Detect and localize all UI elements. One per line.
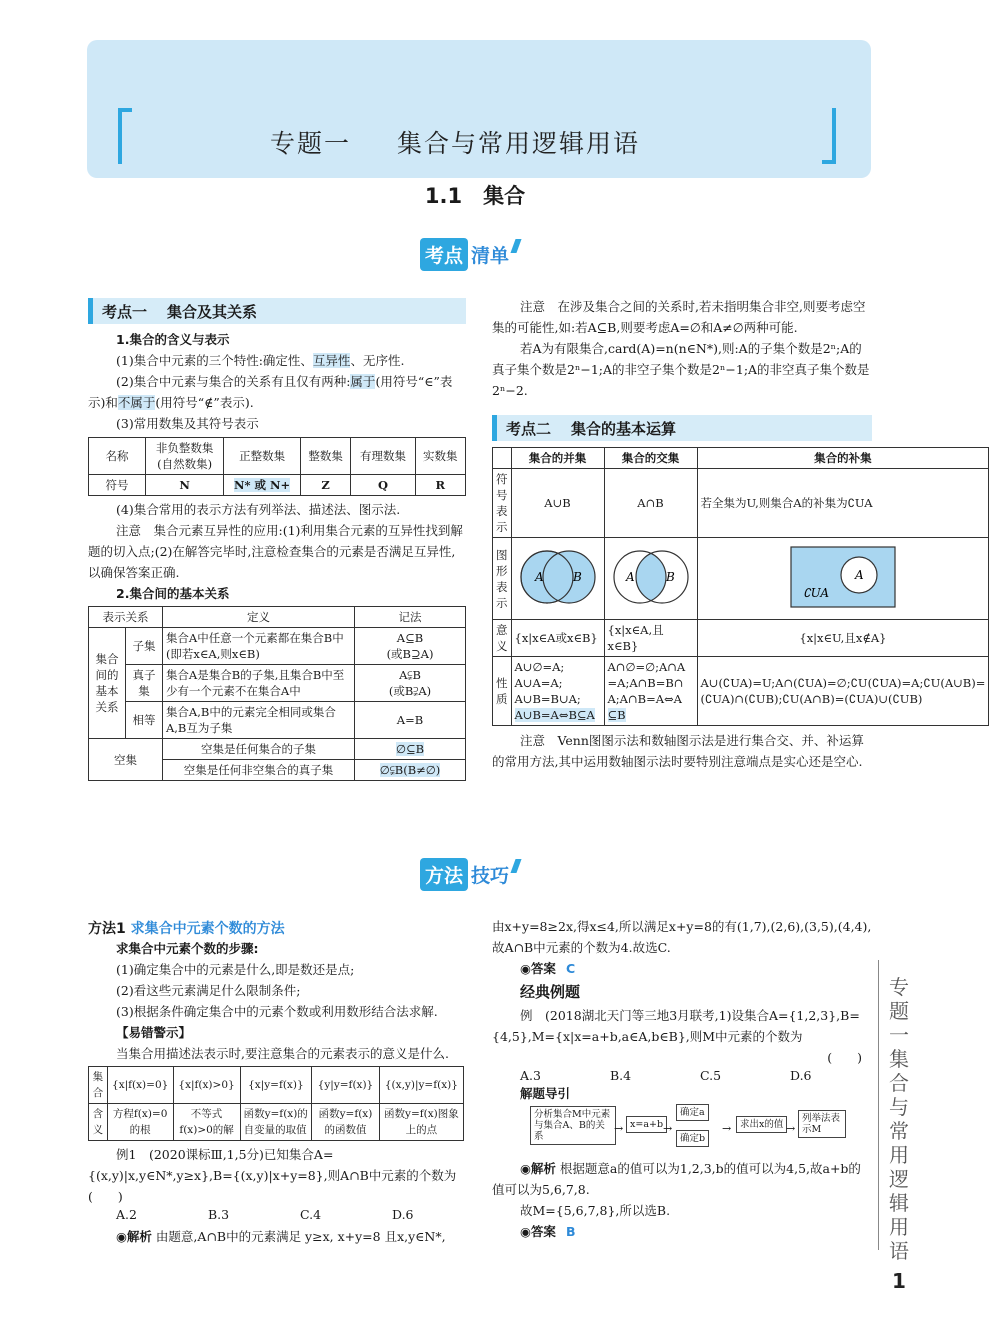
flow-box-formula: x=a+b [626,1116,667,1133]
cell: A=B [355,702,466,739]
number-set-table [88,437,466,496]
venn-label-b: B [572,569,582,584]
cell: 性质 [493,657,512,726]
l3: (3)常用数集及其符号表示 [116,416,259,431]
l1c: 、无序性. [350,353,405,368]
solution-conclusion: 故M={5,6,7,8},所以选B. [520,1203,671,1218]
tick-icon [510,239,521,253]
cell: R [415,475,465,496]
cell: 集合 [89,1067,108,1104]
notation: A⊆B [396,631,424,645]
solution-text: 由题意,A∩B中的元素满足 y≥x, x+y=8 且x,y∈N*, [155,1229,446,1244]
badge-part1: 考点 [420,238,468,271]
cell: 意义 [493,620,512,657]
relation-table [88,606,466,781]
answer-label: ◉答案 C [520,961,576,976]
solution-text: 根据题意a的值可以为1,2,3,b的值可以为4,5,故a+b的值可以为5,6,7,8. [492,1161,861,1197]
flow-diagram [530,1104,872,1154]
right-column-top [492,296,986,772]
cell: 相等 [126,702,163,739]
venn-label-a: A [854,567,864,582]
steps-title: 求集合中元素个数的步骤: [116,941,259,956]
warning-text: 当集合用描述法表示时,要注意集合的元素表示的意义是什么. [116,1046,449,1061]
answer-label-text: 答案 [530,1224,556,1239]
cell: 集合A是集合B的子集,且集合B中至少有一个元素不在集合A中 [162,665,354,702]
l2b: 属于 [350,374,376,389]
answer-1 [492,958,872,979]
kp1-tag: 考点一 [102,302,148,321]
kp1-heading [88,298,466,324]
right-column-bottom [492,916,872,1242]
venn-label-a: A [534,569,544,584]
cell: 表示关系 [89,607,163,628]
option: A.2 [116,1207,137,1222]
solution-1 [88,1226,468,1247]
flow-box-analyze: 分析集合M中元素与集合A、B的关系 [530,1106,616,1145]
cell-highlight: ∅⊆B [395,742,425,756]
prop: A∩∅=∅;A∩A [607,660,686,674]
cell: 空集是任何非空集合的真子集 [162,760,354,781]
cell-highlight: ∅⫋B(B≠∅) [379,763,441,777]
cell: 集合的补集 [697,448,989,469]
answer-2 [492,1221,872,1242]
option: C.5 [700,1068,722,1083]
union-props [511,657,604,726]
arrow-icon: → [663,1122,673,1135]
kaodian-badge [420,238,519,271]
arrow-icon: → [722,1122,732,1135]
option: B.3 [208,1207,230,1222]
cell: 有理数集 [351,438,415,475]
l2c: (用符号“∈”表示)和 [88,374,453,410]
side-divider [878,960,879,1250]
cell: {x|f(x)=0} [107,1067,173,1104]
option: B.4 [610,1068,632,1083]
method-title: 求集合中元素个数的方法 [130,921,285,937]
empty-set-note: 注意 在涉及集合之间的关系时,若未指明集合非空,则要考虑空集的可能性,如:若A⊆B,则要考虑A=∅和A≠∅两种可能. [492,299,866,335]
bracket-left-icon [118,108,132,164]
solution-label: ◉解析 [520,1161,556,1176]
kp2-note: 注意 Venn图图示法和数轴图示法是进行集合交、并、补运算的常用方法,其中运用数轴图示法时要特别注意端点是实心还是空心. [492,733,864,769]
notation: A⫋B [399,668,421,682]
cell: 集合的交集 [604,448,697,469]
cell: 符号表示 [493,469,512,538]
prop: =A;A∩B=B∩ [607,676,684,690]
cell: 记法 [355,607,466,628]
cell: 子集 [126,628,163,665]
cell: 不等式f(x)>0的解 [173,1104,240,1141]
kp2-title: 集合的基本运算 [571,419,677,438]
example-1-options [88,1207,468,1222]
l1b: 互异性 [312,353,351,368]
cell: {x|x∈A,且x∈B} [604,620,697,657]
answer-value: C [565,961,576,976]
cell: 名称 [89,438,146,475]
badge-part2: 技巧 [471,865,510,887]
flow-box-list: 列举法表示M [798,1110,846,1138]
cell: 集合间的基本关系 [89,628,126,739]
prop-highlight: A∪B=A⇔B⊆A [514,708,595,722]
option: C.4 [300,1207,322,1222]
cell: 函数y=f(x)图象上的点 [379,1104,463,1141]
cell: 集合的并集 [511,448,604,469]
prop: A∪B=B∪A; [514,692,581,706]
cell: Z [300,475,350,496]
classic-example: 例 (2018湖北天门等三地3月联考,1)设集合A={1,2,3},B={4,5},M={x|x=a+b,a∈A,b∈B},则M中元素的个数为 [492,1008,860,1044]
solution-label: ◉解析 [116,1229,152,1244]
answer-label-text: 答案 [530,961,556,976]
classic-solution [492,1158,872,1200]
flow-box-b: 确定b [676,1130,709,1147]
venn-intersection [604,538,697,620]
cell: 集合A中任意一个元素都在集合B中(即若x∈A,则x∈B) [162,628,354,665]
operation-table [492,447,989,726]
cell: {x|f(x)>0} [173,1067,240,1104]
classic-title: 经典例题 [520,983,581,1001]
venn-label-cu: ∁UA [802,585,829,600]
notation-alt: (或B⫌A) [388,684,432,698]
complement-props: A∪(∁UA)=U;A∩(∁UA)=∅;∁U(∁UA)=A;∁U(A∪B)=(∁UA)∩(∁UB);∁U(A∩B)=(∁UA)∪(∁UB) [697,657,989,726]
cell: {x|x∈A或x∈B} [511,620,604,657]
badge-part1: 方法 [420,858,468,891]
option: A.3 [520,1068,541,1083]
chapter-name: 集合与常用逻辑用语 [397,129,641,158]
kp1-lines [88,350,466,371]
cell: 符号 [89,475,146,496]
cell: 图形表示 [493,538,512,620]
step-3: (3)根据条件确定集合中的元素个数或利用数形结合法求解. [116,1004,438,1019]
method-tag: 方法1 [88,921,126,937]
venn-complement [697,538,989,620]
solution-label-text: 解析 [126,1229,152,1244]
cell: A∩B [604,469,697,538]
prop: A∪A=A; [514,676,563,690]
l2a: (2)集合中元素与集合的关系有且仅有两种: [116,374,351,389]
arrow-icon: → [786,1122,796,1135]
chapter-label: 专题一 [270,129,352,158]
kp1-title: 集合及其关系 [167,302,258,321]
cell: {x|y=f(x)} [240,1067,312,1104]
classic-options [492,1068,872,1083]
cell: 函数y=f(x)的自变量的取值 [240,1104,312,1141]
step-2: (2)看这些元素满足什么限制条件; [116,983,301,998]
flow-box-a: 确定a [676,1104,709,1121]
chapter-title [270,124,640,160]
cell: 空集 [89,739,163,781]
prop-highlight: ⊆B [607,708,626,722]
notation-alt: (或B⊇A) [386,647,434,661]
prop: A;A∩B=A⇔A [607,692,682,706]
example-1: 例1 (2020课标Ⅲ,1,5分)已知集合A={(x,y)|x,y∈N*,y≥x},B={(x,y)|x+y=8},则A∩B中元素的个数为 ( ) [88,1147,469,1204]
cell: 真子集 [126,665,163,702]
venn-union [511,538,604,620]
kp1-h1: 1.集合的含义与表示 [116,332,230,347]
solution-cont: 由x+y=8≥2x,得x≤4,所以满足x+y=8的有(1,7),(2,6),(3,5),(4,4),故A∩B中元素的个数为4.故选C. [492,919,872,955]
step-1: (1)确定集合中的元素是什么,即是数还是点; [116,962,355,977]
cell: 正整数集 [224,438,301,475]
cell: 集合A,B中的元素完全相同或集合A,B互为子集 [162,702,354,739]
cell: A∪B [511,469,604,538]
subset-count: 若A为有限集合,card(A)=n(n∈N*),则:A的子集个数是2ⁿ;A的真子集个数是2ⁿ−1;A的非空子集个数是2ⁿ−1;A的非空真子集个数是2ⁿ−2. [492,341,870,398]
answer-label: ◉答案 B [520,1224,576,1239]
cell: N [146,475,224,496]
answer-paren: ( ) [827,1050,862,1065]
kp2-heading [492,415,872,441]
l2e: (用符号“∉”表示). [155,395,254,410]
venn-complement-icon [789,545,897,609]
flow-box-x: 求出x的值 [736,1116,787,1133]
cell: 空集是任何集合的子集 [162,739,354,760]
left-column-bottom [88,918,468,1247]
cell: {x|x∈U,且x∉A} [697,620,989,657]
cell: {y|y=f(x)} [312,1067,380,1104]
l4: (4)集合常用的表示方法有列举法、描述法、图示法. [116,502,401,517]
cell: {(x,y)|y=f(x)} [379,1067,463,1104]
fangfa-badge [420,858,519,891]
arrow-icon: → [614,1122,624,1135]
prop: A∪∅=A; [514,660,565,674]
cell: 若全集为U,则集合A的补集为∁UA [697,469,989,538]
method-heading [88,918,468,938]
option: D.6 [392,1207,414,1222]
meaning-table [88,1066,464,1141]
guide-title: 解题导引 [520,1086,571,1101]
side-tab [886,975,912,1293]
cell: 实数集 [415,438,465,475]
solution-label-text: 解析 [530,1161,556,1176]
badge-part2: 清单 [471,245,510,267]
left-column-top [88,298,466,781]
side-text: 专题一 集合与常用逻辑用语 [889,975,909,1263]
cell: 整数集 [300,438,350,475]
section-title: 1.1 集合 [424,184,526,208]
venn-label-a: A [625,569,635,584]
kp2-tag: 考点二 [506,419,552,438]
page-number: 1 [892,1269,906,1293]
kp1-h2: 2.集合间的基本关系 [116,586,230,601]
answer-value: B [565,1224,576,1239]
tick-icon [510,859,521,873]
cell: 非负整数集 (自然数集) [146,438,224,475]
cell: 含义 [89,1104,108,1141]
kp1-note: 注意 集合元素互异性的应用:(1)利用集合元素的互异性找到解题的切入点;(2)在解答完毕时,注意检查集合的元素是否满足互异性,以确保答案正确. [88,523,463,580]
warning-title: 【易错警示】 [116,1025,192,1040]
cell-highlight: N* 或 N+ [234,478,291,492]
bracket-right-icon [822,108,836,164]
intersection-props [604,657,697,726]
cell: Q [351,475,415,496]
venn-intersection-icon [608,544,694,610]
venn-label-b: B [665,569,675,584]
cell: 方程f(x)=0的根 [107,1104,173,1141]
option: D.6 [790,1068,812,1083]
l1a: (1)集合中元素的三个特性:确定性、 [116,353,313,368]
cell: 定义 [162,607,354,628]
l2 [88,371,466,413]
cell: 函数y=f(x)的函数值 [312,1104,380,1141]
l2d: 不属于 [117,395,156,410]
venn-union-icon [515,544,601,610]
